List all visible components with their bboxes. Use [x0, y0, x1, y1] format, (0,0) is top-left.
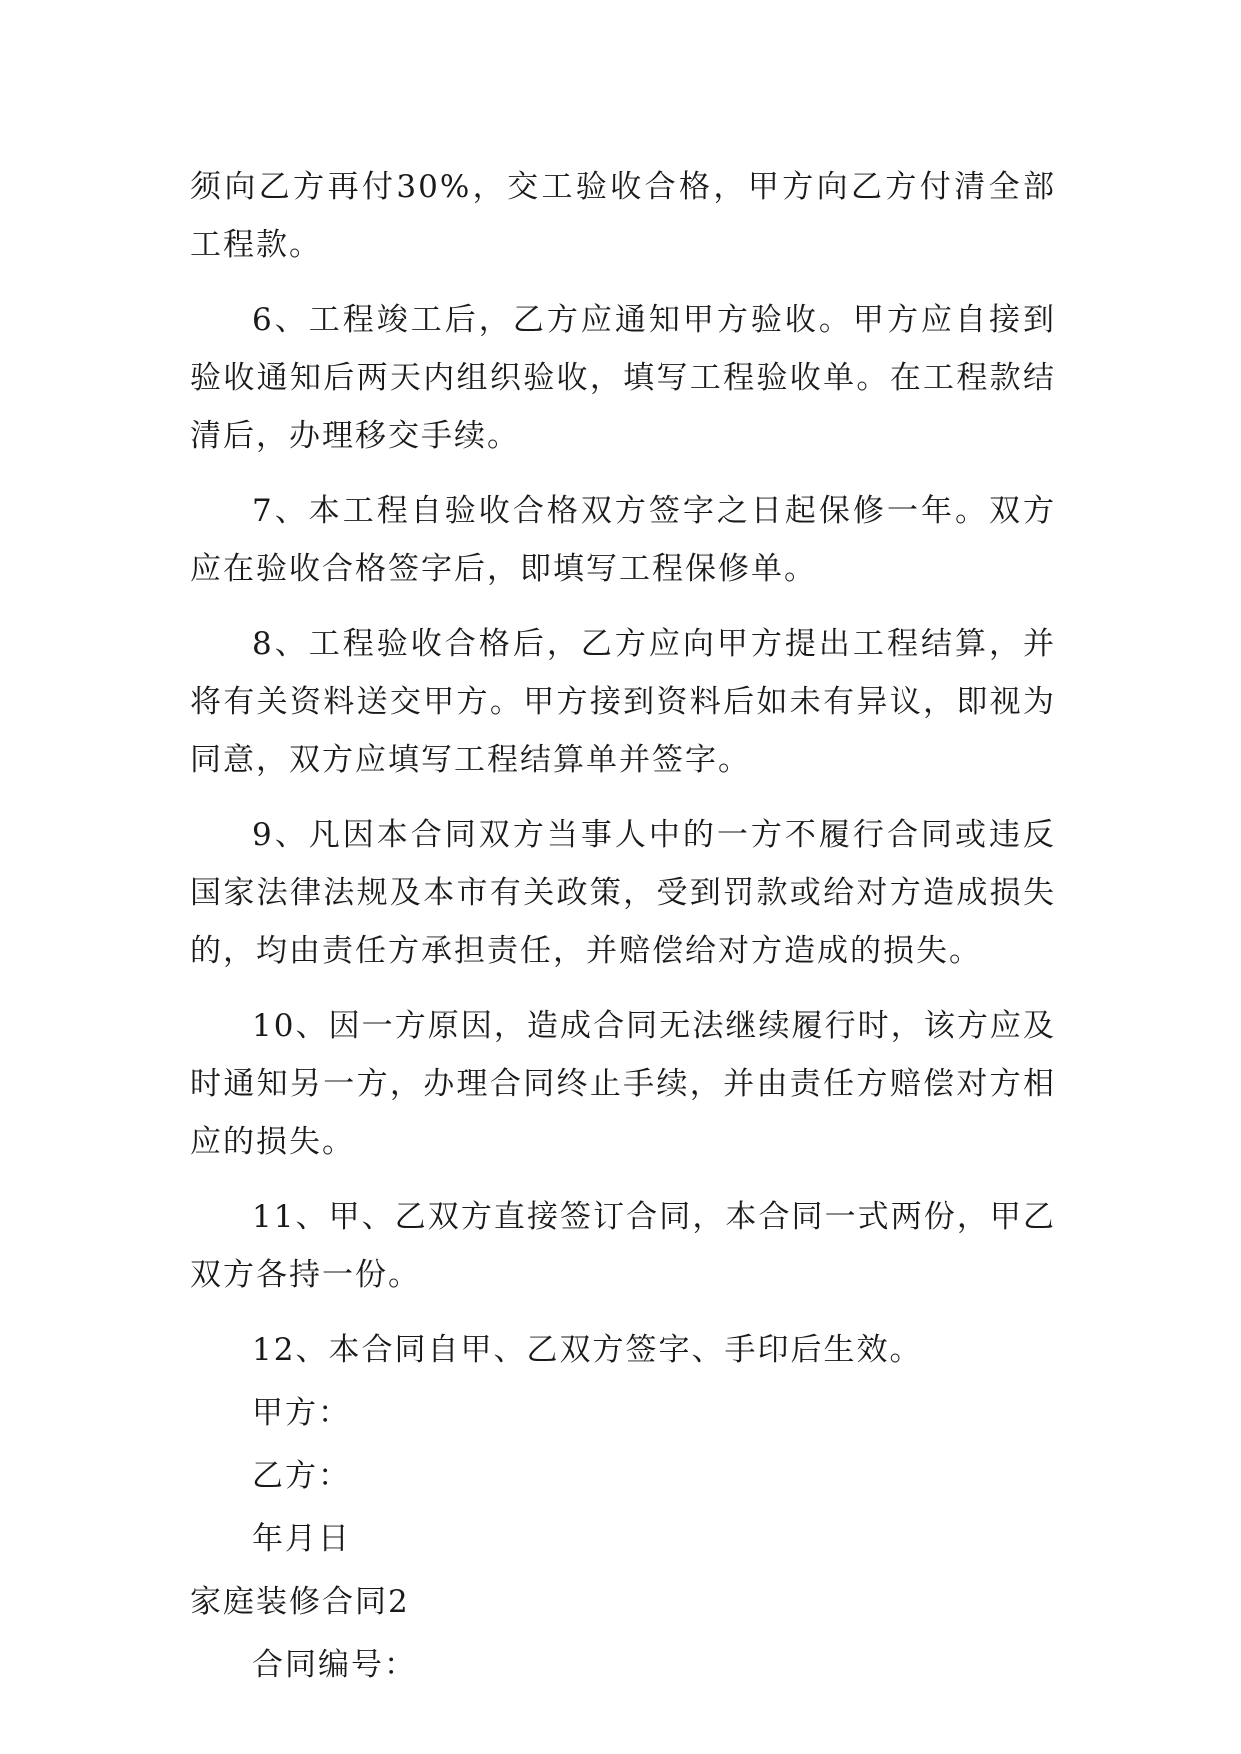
contract-number-line: 合同编号： [252, 1647, 417, 1683]
party-a-signature-line: 甲方： [252, 1395, 351, 1431]
next-contract-title: 家庭装修合同2 [190, 1584, 410, 1620]
party-b-signature-line: 乙方： [252, 1458, 351, 1494]
clause-9: 9、凡因本合同双方当事人中的一方不履行合同或违反国家法律法规及本市有关政策，受到罚款或给对方造成损失的，均由责任方承担责任，并赔偿给对方造成的损失。 [190, 817, 1056, 969]
clause-7: 7、本工程自验收合格双方签字之日起保修一年。双方应在验收合格签字后，即填写工程保修单。 [190, 493, 1056, 587]
clause-12: 12、本合同自甲、乙双方签字、手印后生效。 [252, 1332, 923, 1368]
clause-11: 11、甲、乙双方直接签订合同，本合同一式两份，甲乙双方各持一份。 [190, 1199, 1056, 1293]
document-page [190, 158, 1056, 1699]
continued-paragraph: 须向乙方再付30%，交工验收合格，甲方向乙方付清全部工程款。 [190, 169, 1056, 263]
clause-8: 8、工程验收合格后，乙方应向甲方提出工程结算，并将有关资料送交甲方。甲方接到资料后如未有异议，即视为同意，双方应填写工程结算单并签字。 [190, 626, 1056, 778]
clause-6: 6、工程竣工后，乙方应通知甲方验收。甲方应自接到验收通知后两天内组织验收，填写工程验收单。在工程款结清后，办理移交手续。 [190, 302, 1056, 454]
clause-10: 10、因一方原因，造成合同无法继续履行时，该方应及时通知另一方，办理合同终止手续，并由责任方赔偿对方相应的损失。 [190, 1008, 1056, 1160]
date-line: 年月日 [252, 1521, 351, 1557]
